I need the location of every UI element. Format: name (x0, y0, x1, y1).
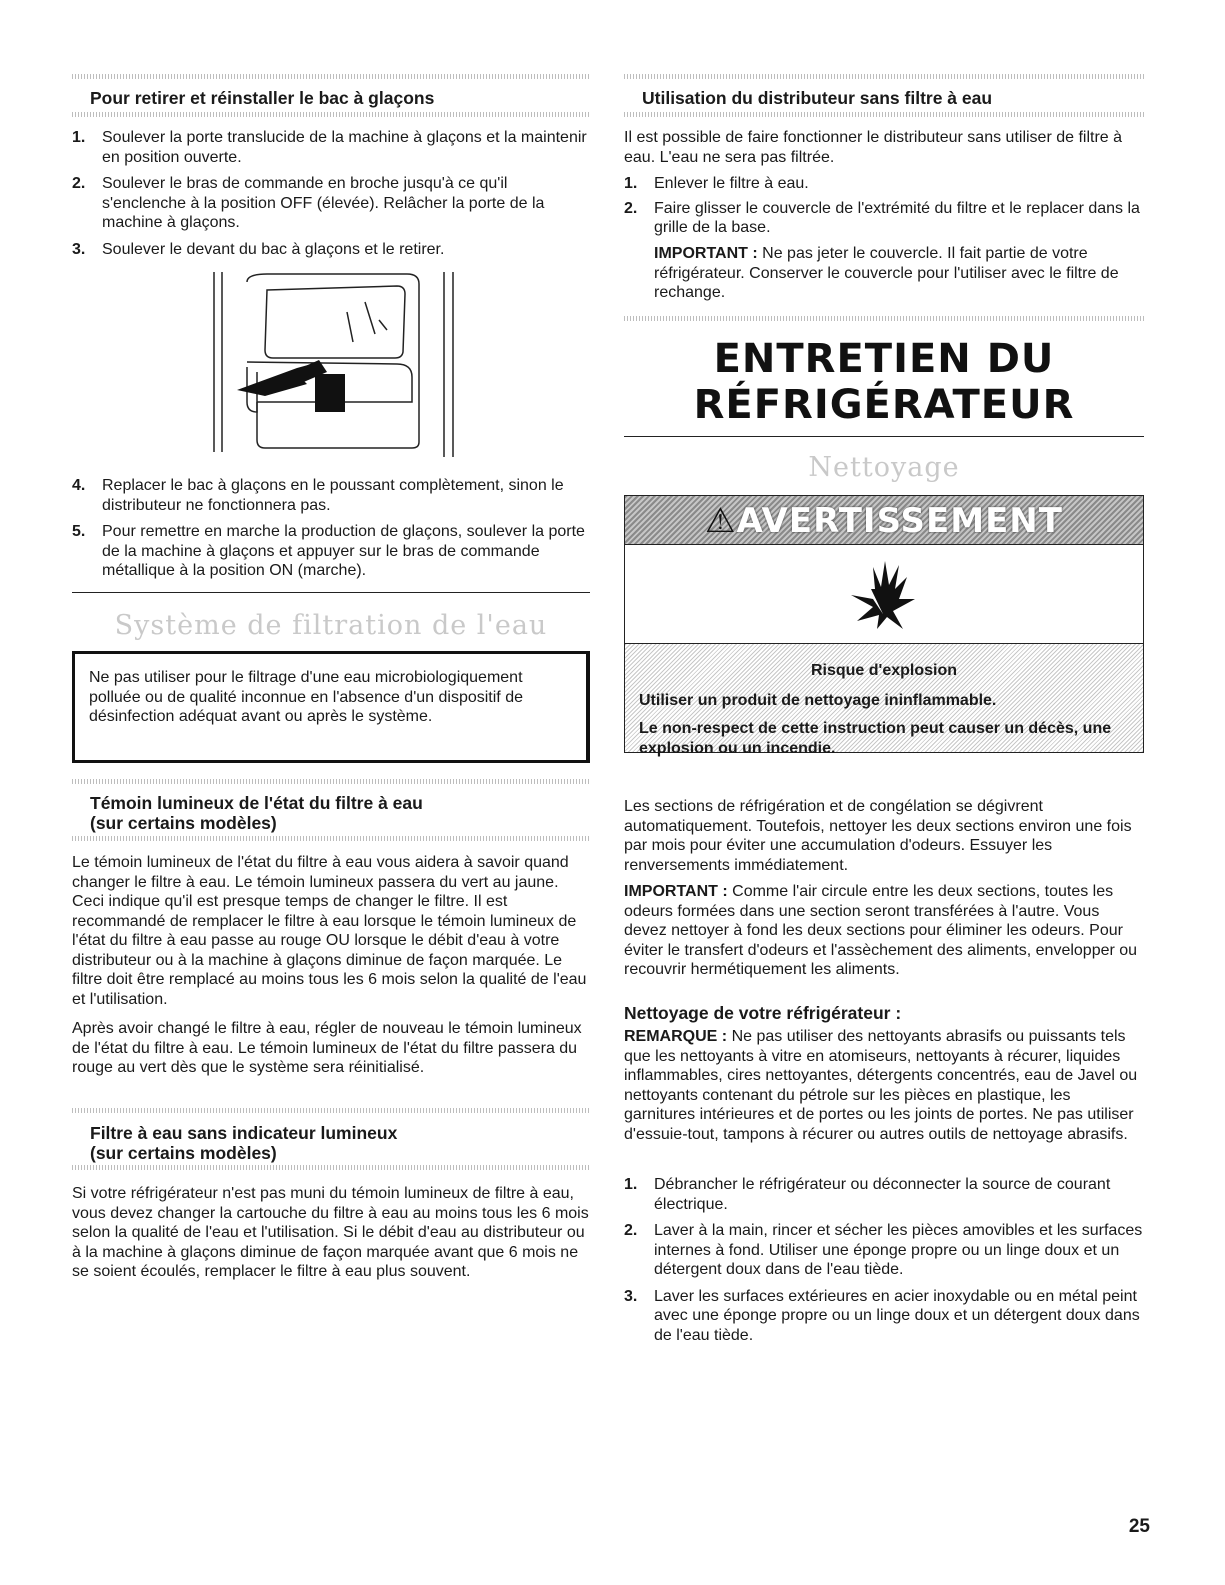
warning-line-2: Le non-respect de cette instruction peut causer un décès, une explosion ou un incendie. (639, 720, 1112, 757)
divider (624, 74, 1144, 79)
section-heading: Filtre à eau sans indicateur lumineux (90, 1123, 398, 1143)
paragraph: Après avoir changé le filtre à eau, régler de nouveau le témoin lumineux de l'état du filtre à eau. Le témoin lumineux de l'état du filtre passera du rouge au vert dès que le système sera réinitialisé. (72, 1020, 582, 1076)
paragraph: Les sections de réfrigération et de congélation se dégivrent automatiquement. Toutefois, nettoyer les deux sections environ une fois par mois pour éviter une accumulation d'odeurs. Essuyer les renversements immédiatement. (624, 798, 1132, 874)
section-heading: Pour retirer et réinstaller le bac à glaçons (90, 88, 435, 108)
list-item: 5. Pour remettre en marche la production de glaçons, soulever la porte de la machine à glaçons et appuyer sur le bras de commande métallique à la position ON (marche). (72, 523, 585, 579)
page-title-line-1: ENTRETIEN DU (713, 336, 1055, 382)
section-subheading: (sur certains modèles) (90, 813, 277, 833)
warning-symbol-panel (625, 544, 1143, 644)
section-heading: Utilisation du distributeur sans filtre à eau (642, 88, 993, 108)
list-item: 2. Faire glisser le couvercle de l'extrémité du filtre et le replacer dans la grille de la base. (624, 199, 1140, 236)
section-title: Système de filtration de l'eau (114, 610, 548, 641)
divider (72, 112, 590, 117)
section-subheading: (sur certains modèles) (90, 1143, 277, 1163)
rule (624, 436, 1144, 437)
section-heading: Témoin lumineux de l'état du filtre à eau (90, 793, 423, 813)
list-item: 3. Laver les surfaces extérieures en acier inoxydable ou en métal peint avec une éponge propre ou un linge doux et un détergent doux dans de l'eau tiède. (624, 1287, 1140, 1344)
cleaning-steps-list (624, 1175, 1144, 1352)
warning-header (625, 496, 1143, 544)
paragraph: Le témoin lumineux de l'état du filtre à eau vous aidera à savoir quand changer le filtre à eau. Le témoin lumineux passera du vert au jaune. Ceci indique qu'il est presque temps de changer le filtre. Il est recommandé de remplacer le filtre à eau lorsque le témoin lumineux de l'état du filtre à eau passe au rouge OU lorsque le débit d'eau à votre distributeur ou à la machine à glaçons diminue de façon marquée. Le filtre doit être remplacé au moins tous les 6 mois selon la qualité de l'eau et l'utilisation. (72, 854, 587, 1008)
list-item: 1. Enlever le filtre à eau. (624, 175, 809, 192)
paragraph: Si votre réfrigérateur n'est pas muni du témoin lumineux de filtre à eau, vous devez changer la cartouche du filtre à eau au moins tous les 6 mois selon la qualité de l'eau et l'utilisation. Si le débit d'eau au distributeur ou à la machine à glaçons diminue de façon marquée avant que 6 mois ne se soient écoulés, remplacer le filtre à eau plus souvent. (72, 1185, 589, 1280)
page-title-line-2: RÉFRIGÉRATEUR (693, 382, 1075, 428)
sub-heading: Nettoyage de votre réfrigérateur : (624, 1003, 902, 1023)
section-title: Nettoyage (808, 452, 960, 483)
nofilter-steps-list (624, 174, 1144, 245)
rule (72, 592, 590, 593)
ice-steps-list (72, 128, 590, 266)
divider (624, 112, 1144, 117)
page-title (624, 336, 1144, 428)
safety-notice-text: Ne pas utiliser pour le filtrage d'une eau microbiologiquement polluée ou de qualité inconnue en l'absence d'un dispositif de désinfection adéquat avant ou après le système. (89, 669, 523, 725)
explosion-icon (843, 559, 923, 634)
ice-bin-illustration (207, 272, 457, 457)
ice-steps-list-2 (72, 476, 590, 588)
safety-notice-box (72, 651, 590, 763)
paragraph: Il est possible de faire fonctionner le distributeur sans utiliser de filtre à eau. L'eau ne sera pas filtrée. (624, 129, 1123, 166)
warning-triangle-icon: ⚠ (705, 501, 737, 541)
page-number: 25 (1128, 1516, 1150, 1537)
divider (72, 779, 590, 784)
list-item: 2. Laver à la main, rincer et sécher les pièces amovibles et les surfaces internes à fond. Utiliser une éponge propre ou un linge doux et un détergent doux dans de l'eau tiède. (624, 1222, 1143, 1278)
warning-line-1: Utiliser un produit de nettoyage ininflammable. (639, 692, 997, 709)
list-item: 2. Soulever le bras de commande en broche jusqu'à ce qu'il s'enclenche à la position OFF (élevée). Relâcher la porte de la machine à glaçons. (72, 175, 545, 231)
warning-risk: Risque d'explosion (810, 662, 958, 679)
list-item: 1. Débrancher le réfrigérateur ou déconnecter la source de courant électrique. (624, 1176, 1111, 1213)
warning-box (624, 495, 1144, 757)
list-item: 4. Replacer le bac à glaçons en le poussant complètement, sinon le distributeur ne fonctionnera pas. (72, 477, 564, 514)
important-note: IMPORTANT : Ne pas jeter le couvercle. Il fait partie de votre réfrigérateur. Conserver le couvercle pour l'utiliser avec le filtre de rechange. (654, 245, 1119, 301)
divider (72, 1165, 590, 1170)
list-item: 1. Soulever la porte translucide de la machine à glaçons et la maintenir en position ouverte. (72, 129, 587, 166)
divider (624, 316, 1144, 321)
divider (72, 74, 590, 79)
divider (72, 836, 590, 841)
divider (72, 1108, 590, 1113)
list-item: 3. Soulever le devant du bac à glaçons et le retirer. (72, 240, 445, 258)
warning-label: ⚠AVERTISSEMENT (705, 501, 1063, 541)
remarque-note: REMARQUE : Ne pas utiliser des nettoyants abrasifs ou puissants tels que les nettoyants à vitre en atomiseurs, nettoyants à récurer, liquides inflammables, cires nettoyantes, détergents concentrés, eau de Javel ou nettoyants contenant du pétrole sur les pièces en plastique, les garnitures intérieures et de portes ou les joints de portes. Ne pas utiliser d'essuie-tout, tampons à récurer ou autres outils de nettoyage abrasifs. (624, 1028, 1138, 1143)
important-note: IMPORTANT : Comme l'air circule entre les deux sections, toutes les odeurs formées dans une section seront transférées à l'autre. Vous devez nettoyer à fond les deux sections pour éliminer les odeurs. Pour éviter le transfert d'odeurs et l'assèchement des aliments, envelopper ou recouvrir hermétiquement les aliments. (624, 883, 1138, 978)
